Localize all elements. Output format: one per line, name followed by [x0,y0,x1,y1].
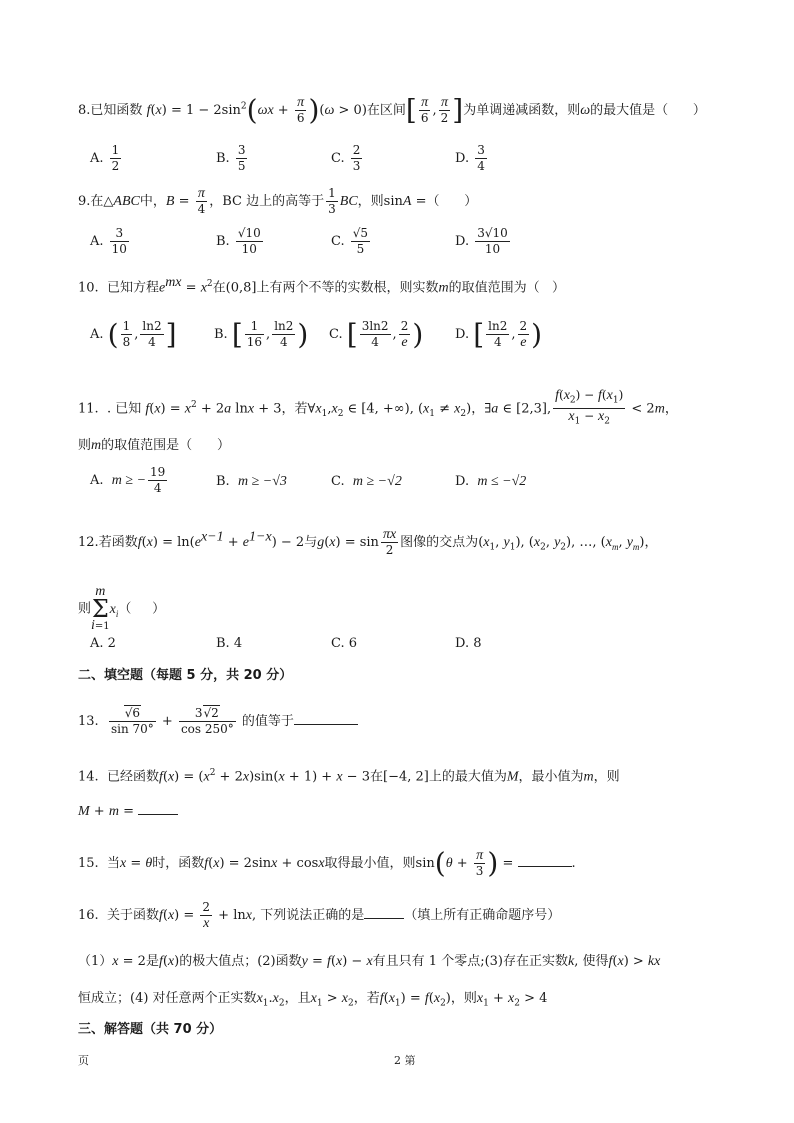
q10-option-a: A. ( $\frac{1}{8}$ , $\frac{\ln 2}{4}$ ] [90,318,177,351]
q15-stem: 15. 当x = θ时，函数f(x) = 2sinx + cosx取得最小值，则sin(θ + $\frac{\pi}{3}$ ) = . [78,846,576,880]
q11-option-b: B. m ≥ −√3 [216,474,287,489]
q13-answer-blank[interactable] [294,712,358,725]
q12-option-b: B. 4 [216,636,243,651]
q11-option-a: A. m ≥ − $\frac{19}{4}$ [90,465,166,495]
q15-answer-blank[interactable] [518,854,572,867]
q16-items-line2: 恒成立；(4) 对任意两个正实数$x_1.x_2$，且$x_1 > x_2$，若$f(x_1) = f(x_2)$，则$x_1 + x_2 > 4$ [78,991,548,1009]
q10-option-b: B. [ $\frac{1}{16}$ , $\frac{\ln 2}{4}$ ) [214,318,309,351]
q10-option-d: D. [ $\frac{\ln 2}{4}$ , $\frac{2}{e}$ ) [455,318,543,351]
q12-option-a: A. 2 [90,636,116,651]
q8-stem: 8.已知函数 $f(x) = 1 - 2\sin^2(\omega x$ + $\frac{\pi}{6}$ )(ω > 0)在区间[ $\frac{\pi}{6}$ , $\frac{\pi}{2}$ ]为单调递减函数，则ω的最大值是（ ） [78,93,706,127]
q16-stem: 16. 关于函数f(x) = $\frac{2}{x}$ + lnx, 下列说法正确的是 （填上所有正确命题序号） [78,900,561,931]
q8-option-a: A. $\frac{1}{2}$ [90,143,120,173]
q12-option-c: C. 6 [331,636,358,651]
footer-left: 页 [78,1054,89,1067]
section-fill-in-heading: 二、填空题（每题 5 分，共 20 分） [78,668,293,683]
q10-option-c: C. [ $\frac{3\ln 2}{4}$ , $\frac{2}{e}$ ) [329,318,424,351]
q8-option-b: B. $\frac{3}{5}$ [216,143,246,173]
q16-items-line: （1）x = 2是f(x)的极大值点；(2)函数y = f(x) − x有且只有 1 个零点;(3)存在正实数k, 使得f(x) > kx [78,954,661,969]
q9-option-b: B. $\frac{√10}{10}$ [216,226,261,256]
q13-stem: 13. $\frac{√6}{\sin 70^\circ}$ + $\frac{3√2}{\cos 250^\circ}$ 的值等于 [78,706,358,737]
q11-stem-line2: 则m的取值范围是（ ） [78,438,230,453]
q14-stem-line2: M + m = [78,802,178,821]
q14-answer-blank[interactable] [138,802,178,815]
q12-stem: 12.若函数$f(x) = \ln(e^{x-1} + e^{1-x}) - 2$与g(x) = sin $\frac{\pi x}{2}$ 图像的交点为($x_1$, $y_1$), ($x_2$, $y_2$), …, ($x_m$, $y_m$)， [78,527,658,557]
q16-answer-blank[interactable] [364,906,404,919]
q8-option-c: C. $\frac{2}{3}$ [331,143,361,173]
q9-option-c: C. $\frac{√5}{5}$ [331,226,369,256]
q11-option-d: D. m ≤ −√2 [455,474,527,489]
q11-option-c: C. m ≥ −√2 [331,474,402,489]
q12-stem-line2: 则m Σ $i=1x_i$（ ） [78,584,166,633]
q11-stem: 11. . 已知 $f(x) = x^2 + 2a$ lnx + 3，若$\forall x_1,x_2$ ∈ [4, +∞), $(x_1 \ne x_2)$，∃a ∈ [2,3], $\frac{f(x_2) - f(x_1)}{x_1 - x_2}$ < 2m， [78,388,678,427]
q9-option-d: D. $\frac{3√10}{10}$ [455,226,508,256]
section-answer-heading: 三、解答题（共 70 分） [78,1022,223,1037]
q12-option-d: D. 8 [455,636,482,651]
q9-option-a: A. $\frac{3}{10}$ [90,226,127,256]
q9-stem: 9.在△ABC中，B = $\frac{\pi}{4}$ ，BC 边上的高等于 $\frac{1}{3}$ BC，则sinA =（ ） [78,186,478,216]
q14-stem: 14. 已经函数$f(x) = (x^2 + 2x)\sin(x + 1) + x - 3$在[−4, 2]上的最大值为M，最小值为m，则 [78,768,620,785]
q10-stem: 10. 已知方程$e^{mx} = x^2$在(0,8]上有两个不等的实数根，则实数m的取值范围为（ ） [78,275,566,296]
footer-page-number: 2 第 [394,1054,416,1067]
q8-option-d: D. $\frac{3}{4}$ [455,143,485,173]
